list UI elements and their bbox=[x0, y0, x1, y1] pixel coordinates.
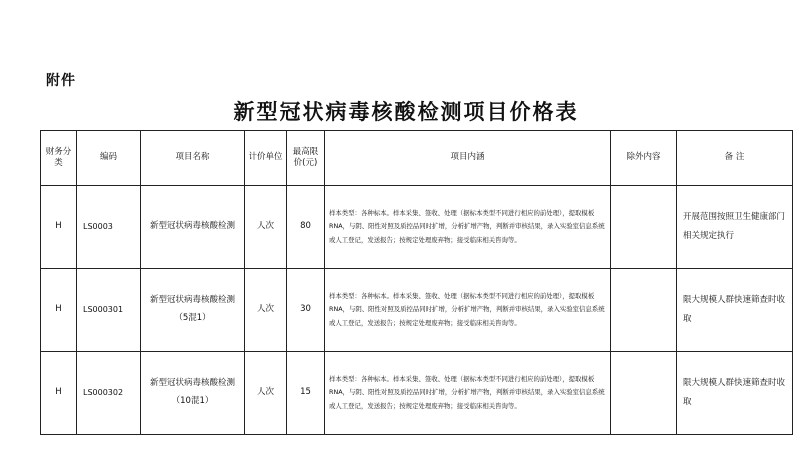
cell-unit: 人次 bbox=[245, 352, 287, 435]
cell-category: H bbox=[41, 269, 77, 352]
cell-code: LS000301 bbox=[77, 269, 141, 352]
cell-unit: 人次 bbox=[245, 186, 287, 269]
cell-code: LS000302 bbox=[77, 352, 141, 435]
cell-max-price: 80 bbox=[287, 186, 325, 269]
cell-unit: 人次 bbox=[245, 269, 287, 352]
col-header-content: 项目内涵 bbox=[325, 131, 611, 186]
cell-remarks: 限大规模人群快速筛查时收取 bbox=[677, 269, 793, 352]
page-title: 新型冠状病毒核酸检测项目价格表 bbox=[233, 99, 579, 124]
table-row bbox=[41, 269, 793, 352]
cell-max-price: 30 bbox=[287, 269, 325, 352]
cell-exclusions bbox=[611, 352, 677, 435]
cell-name: 新型冠状病毒核酸检测 bbox=[141, 186, 245, 269]
cell-remarks: 限大规模人群快速筛查时收取 bbox=[677, 352, 793, 435]
cell-exclusions bbox=[611, 186, 677, 269]
col-header-max-price: 最高限价(元) bbox=[287, 131, 325, 186]
cell-content: 样本类型：各种标本。样本采集、签收、处理（据标本类型不同进行相应的前处理），提取模板 RNA，与阴、阳性对照及质控品同时扩增，分析扩增产物，判断并审核结果，录入实验室信息系统或人工登记，发送报告；按规定处理废弃物；接受临床相关咨询等。 bbox=[325, 186, 611, 269]
price-table bbox=[40, 130, 793, 435]
cell-max-price: 15 bbox=[287, 352, 325, 435]
attachment-label: 附件 bbox=[46, 73, 76, 89]
cell-code: LS0003 bbox=[77, 186, 141, 269]
cell-content: 样本类型：各种标本。样本采集、签收、处理（据标本类型不同进行相应的前处理），提取模板 RNA，与阴、阳性对照及质控品同时扩增，分析扩增产物，判断并审核结果，录入实验室信息系统或人工登记，发送报告；按规定处理废弃物；接受临床相关咨询等。 bbox=[325, 352, 611, 435]
cell-exclusions bbox=[611, 269, 677, 352]
cell-category: H bbox=[41, 352, 77, 435]
cell-content: 样本类型：各种标本。样本采集、签收、处理（据标本类型不同进行相应的前处理），提取模板 RNA，与阴、阳性对照及质控品同时扩增，分析扩增产物，判断并审核结果，录入实验室信息系统或人工登记，发送报告；按规定处理废弃物；接受临床相关咨询等。 bbox=[325, 269, 611, 352]
table-header-row bbox=[41, 131, 793, 186]
cell-remarks: 开展范围按照卫生健康部门相关规定执行 bbox=[677, 186, 793, 269]
table-row bbox=[41, 352, 793, 435]
col-header-category: 财务分类 bbox=[41, 131, 77, 186]
col-header-unit: 计价单位 bbox=[245, 131, 287, 186]
cell-category: H bbox=[41, 186, 77, 269]
col-header-code: 编码 bbox=[77, 131, 141, 186]
col-header-name: 项目名称 bbox=[141, 131, 245, 186]
col-header-exclusions: 除外内容 bbox=[611, 131, 677, 186]
cell-name: 新型冠状病毒核酸检测（10混1） bbox=[141, 352, 245, 435]
col-header-remarks: 备 注 bbox=[677, 131, 793, 186]
cell-name: 新型冠状病毒核酸检测（5混1） bbox=[141, 269, 245, 352]
table-row bbox=[41, 186, 793, 269]
